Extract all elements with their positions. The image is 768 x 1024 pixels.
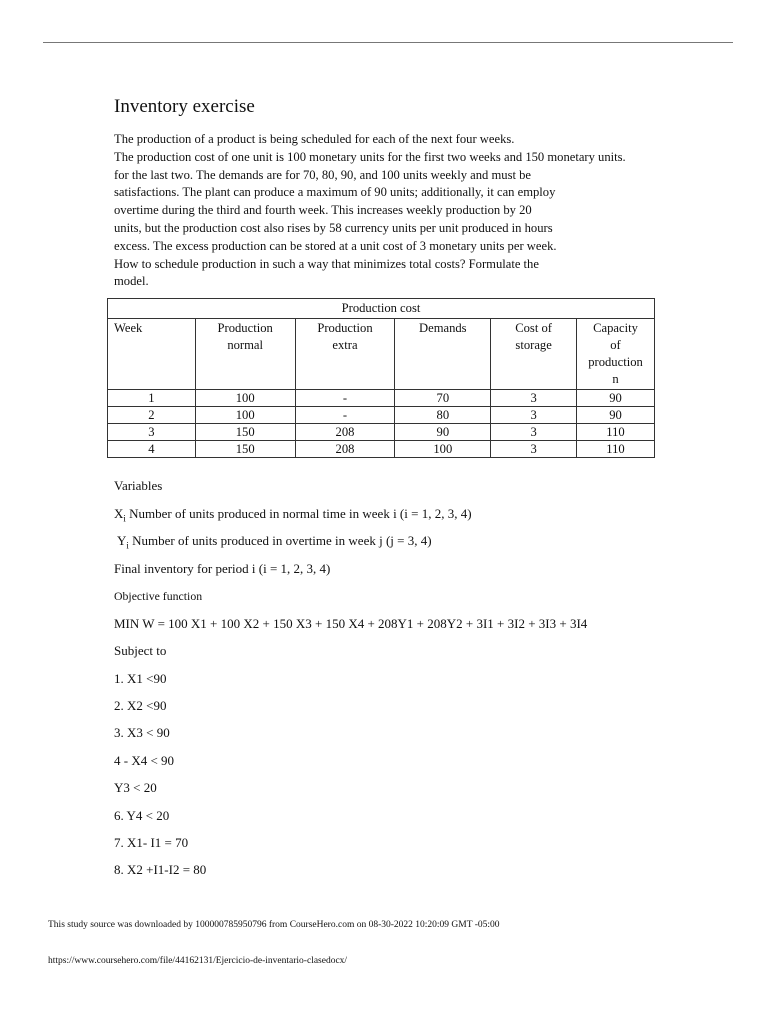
header-line: storage (515, 338, 552, 352)
variable-x-symbol: X (114, 506, 124, 521)
cell-production-extra: 208 (295, 424, 395, 441)
intro-line: The production of a product is being scheduled for each of the next four weeks. (114, 132, 515, 146)
header-line: Production (317, 321, 373, 335)
download-notice: This study source was downloaded by 100000785950796 from CourseHero.com on 08-30-2022 10:20:09 GMT -05:00 (48, 920, 500, 930)
variable-x-subscript: i (123, 513, 126, 524)
production-cost-table (107, 298, 655, 458)
source-url-link[interactable]: https://www.coursehero.com/file/44162131/Ejercicio-de-inventario-clasedocx/ (48, 956, 348, 966)
cell-capacity: 110 (577, 424, 655, 441)
intro-line: units, but the production cost also rises by 58 currency units per unit produced in hours (114, 220, 553, 235)
header-line: extra (332, 338, 358, 352)
subject-to-heading: Subject to (114, 643, 167, 658)
header-line: Cost of (515, 321, 552, 335)
table-header-row (108, 319, 655, 390)
variable-y-definition (117, 533, 432, 551)
variables-heading: Variables (114, 478, 163, 493)
cell-cost-of-storage: 3 (491, 441, 577, 458)
intro-line: excess. The excess production can be stored at a unit cost of 3 monetary units per week. (114, 238, 557, 253)
variable-x-definition (114, 506, 472, 524)
cell-week: 3 (108, 424, 196, 441)
table-row (108, 424, 655, 441)
top-divider (43, 42, 733, 43)
cell-production-extra: - (295, 390, 395, 407)
intro-line: overtime during the third and fourth week. This increases weekly production by 20 (114, 203, 532, 218)
cell-production-normal: 100 (195, 390, 295, 407)
constraint: Y3 < 20 (114, 780, 157, 795)
constraint: 6. Y4 < 20 (114, 808, 170, 823)
header-line: Week (114, 321, 143, 335)
header-line: normal (227, 338, 263, 352)
table-caption-row (108, 299, 655, 319)
intro-line: The production cost of one unit is 100 monetary units for the first two weeks and 150 monetary units. (114, 149, 626, 164)
table-row (108, 441, 655, 458)
intro-line: satisfactions. The plant can produce a maximum of 90 units; additionally, it can employ (114, 185, 556, 200)
intro-line: for the last two. The demands are for 70, 80, 90, and 100 units weekly and must be (114, 167, 532, 182)
cell-demands: 80 (395, 407, 491, 424)
cell-demands: 100 (395, 441, 491, 458)
intro-line: How to schedule production in such a way that minimizes total costs? Formulate the (114, 256, 539, 271)
header-line: of (610, 338, 621, 352)
problem-statement (114, 131, 674, 291)
cell-cost-of-storage: 3 (491, 424, 577, 441)
header-production-extra (295, 319, 395, 390)
variable-y-subscript: i (126, 540, 129, 551)
cell-capacity: 90 (577, 407, 655, 424)
variable-x-text: Number of units produced in normal time in week i (i = 1, 2, 3, 4) (125, 506, 472, 521)
cell-production-normal: 150 (195, 424, 295, 441)
cell-capacity: 90 (577, 390, 655, 407)
cell-cost-of-storage: 3 (491, 390, 577, 407)
constraint: 3. X3 < 90 (114, 725, 170, 740)
table-caption: Production cost (108, 299, 655, 319)
cell-demands: 70 (395, 390, 491, 407)
variable-i-definition: Final inventory for period i (i = 1, 2, 3, 4) (114, 561, 331, 576)
cell-demands: 90 (395, 424, 491, 441)
header-line: Production (217, 321, 273, 335)
header-cost-of-storage (491, 319, 577, 390)
variable-y-symbol: Y (117, 533, 127, 548)
cell-production-normal: 150 (195, 441, 295, 458)
cell-production-normal: 100 (195, 407, 295, 424)
variable-y-text: Number of units produced in overtime in week j (j = 3, 4) (128, 533, 432, 548)
header-line: Demands (419, 321, 467, 335)
table-row (108, 407, 655, 424)
cell-week: 4 (108, 441, 196, 458)
header-demands (395, 319, 491, 390)
intro-line: model. (114, 274, 149, 289)
cell-capacity: 110 (577, 441, 655, 458)
objective-heading: Objective function (114, 589, 203, 603)
header-line: production (588, 355, 643, 369)
constraint: 7. X1- I1 = 70 (114, 835, 189, 850)
constraint: 8. X2 +I1-I2 = 80 (114, 862, 207, 877)
table-row (108, 390, 655, 407)
cell-week: 2 (108, 407, 196, 424)
constraint: 2. X2 <90 (114, 698, 167, 713)
objective-function: MIN W = 100 X1 + 100 X2 + 150 X3 + 150 X4 + 208Y1 + 208Y2 + 3I1 + 3I2 + 3I3 + 3I4 (114, 616, 588, 631)
page-title: Inventory exercise (114, 96, 255, 117)
header-capacity (577, 319, 655, 390)
cell-week: 1 (108, 390, 196, 407)
header-week (108, 319, 196, 390)
constraint: 1. X1 <90 (114, 671, 167, 686)
cell-cost-of-storage: 3 (491, 407, 577, 424)
header-line: Capacity (593, 321, 638, 335)
header-line: n (612, 372, 619, 386)
constraint: 4 - X4 < 90 (114, 753, 175, 768)
cell-production-extra: - (295, 407, 395, 424)
header-production-normal (195, 319, 295, 390)
cell-production-extra: 208 (295, 441, 395, 458)
